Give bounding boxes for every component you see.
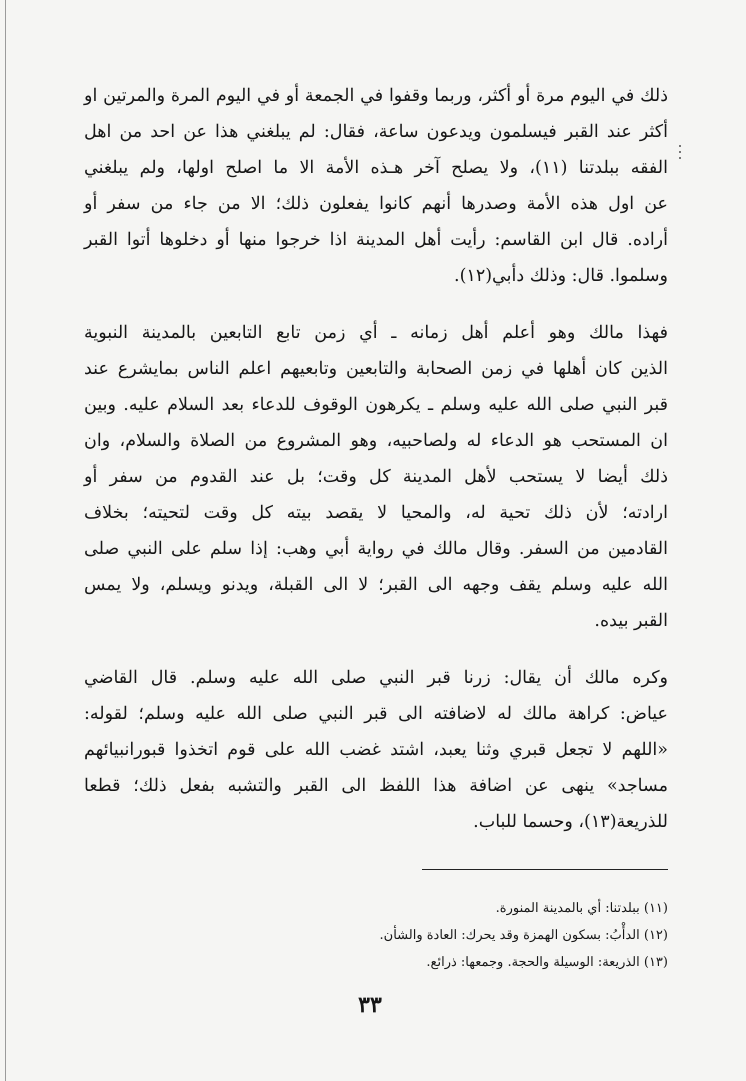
paragraph-line: قبر النبي صلى الله عليه وسلم ـ يكرهون الوقوف للدعاء بعد السلام عليه. وبين: [84, 395, 668, 415]
paragraph-line: وكره مالك أن يقال: زرنا قبر النبي صلى الله عليه وسلم. قال القاضي: [84, 668, 668, 688]
paragraph-line: عن اول هذه الأمة وصدرها أنهم كانوا يفعلون ذلك؛ الا من جاء من سفر أو: [84, 194, 669, 214]
paragraph-line: ذلك في اليوم مرة أو أكثر، وربما وقفوا في الجمعة أو في اليوم المرة والمرتين او: [84, 86, 668, 106]
footnote-12: (١٢) الدأْبُ: بسكون الهمزة وقد يحرك: العادة والشأن.: [379, 928, 668, 943]
paragraph-line: مساجد» ينهى عن اضافة هذا اللفظ الى القبر والتشبه بفعل ذلك؛ قطعا: [84, 776, 668, 796]
footnote-separator: [422, 869, 668, 870]
footnote-13: (١٣) الذريعة: الوسيلة والحجة. وجمعها: ذرائع.: [426, 955, 668, 970]
footnote-11: (١١) ببلدتنا: أي بالمدينة المنورة.: [495, 901, 668, 916]
paragraph-line: القبر بيده.: [594, 611, 668, 631]
paragraph-line: «اللهم لا تجعل قبري وثنا يعبد، اشتد غضب الله على قوم اتخذوا قبورانبيائهم: [84, 740, 668, 760]
footnotes: [220, 895, 668, 976]
paragraph-line: فهذا مالك وهو أعلم أهل زمانه ـ أي زمن تابع التابعين بالمدينة النبوية: [84, 323, 668, 343]
paragraph-line: الله عليه وسلم يقف وجهه الى القبر؛ لا الى القبلة، ويدنو ويسلم، ولا يمس: [84, 575, 668, 595]
paragraph-line: ارادته؛ لأن ذلك تحية له، والمحيا لا يقصد بيته كل وقت لتحيته؛ بخلاف: [84, 503, 668, 523]
paragraph-line: أكثر عند القبر فيسلمون ويدعون ساعة، فقال: لم يبلغني هذا عن احد من اهل: [84, 122, 668, 142]
paragraph-line: للذريعة(١٣)، وحسما للباب.: [473, 812, 668, 832]
margin-dot: [679, 157, 681, 159]
paragraph-line: عياض: كراهة مالك له لاضافته الى قبر النبي صلى الله عليه وسلم؛ لقوله:: [84, 704, 668, 724]
paragraph-line: القادمين من السفر. وقال مالك في رواية أبي وهب: إذا سلم على النبي صلى: [84, 539, 668, 559]
paragraph-line: ذلك أيضا لا يستحب لأهل المدينة كل وقت؛ بل عند القدوم من سفر أو: [84, 467, 668, 487]
paragraph-line: أراده. قال ابن القاسم: رأيت أهل المدينة اذا خرجوا منها أو دخلوها أتوا القبر: [84, 230, 668, 250]
paragraph-line: وسلموا. قال: وذلك دأبي(١٢).: [454, 266, 668, 286]
paragraph-2: [84, 315, 668, 639]
margin-dot: [679, 145, 681, 147]
paragraph-line: الذين كان أهلها في زمن الصحابة والتابعين وتابعيهم اعلم الناس بمايشرع عند: [84, 359, 668, 379]
page-number: ٣٣: [358, 992, 382, 1018]
paragraph-line: ان المستحب هو الدعاء له ولصاحبيه، وهو المشروع من الصلاة والسلام، وان: [84, 431, 668, 451]
paragraph-3: [84, 660, 668, 840]
margin-dot: [679, 151, 681, 153]
paragraph-1: [84, 78, 668, 294]
paragraph-line: الفقه ببلدتنا (١١)، ولا يصلح آخر هـذه الأمة الا ما اصلح اولها، ولم يبلغني: [84, 158, 668, 178]
page-edge-rule: [5, 0, 6, 1081]
